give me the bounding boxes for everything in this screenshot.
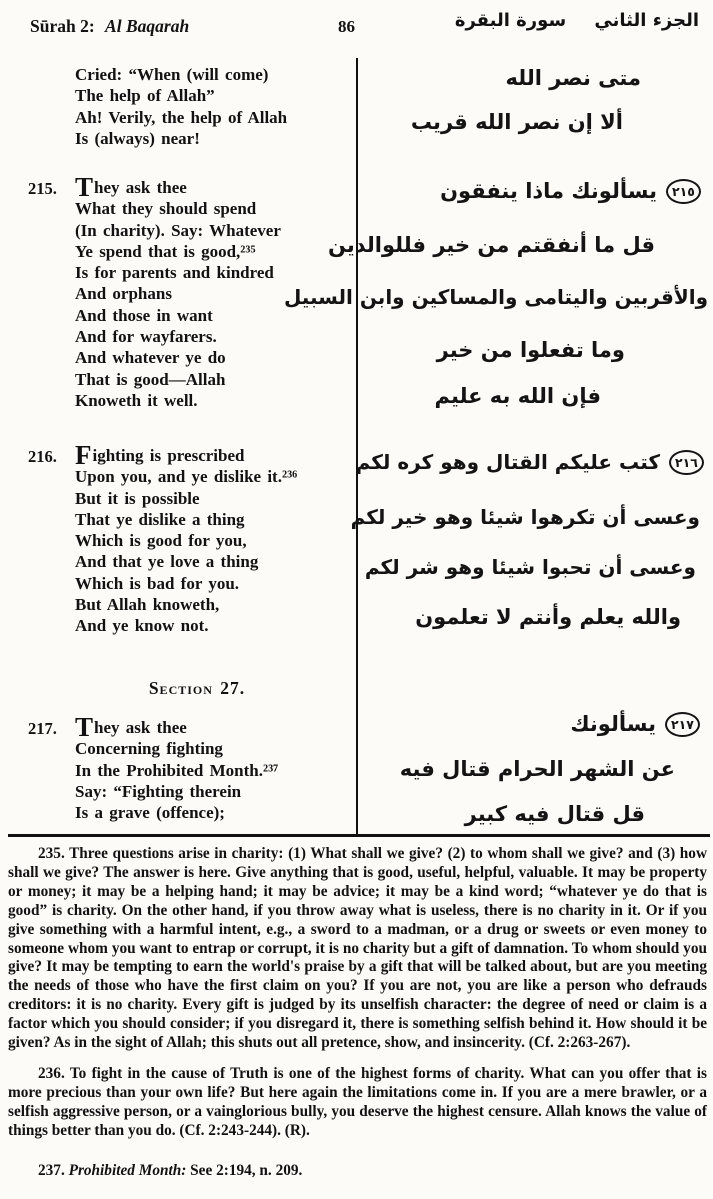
verse-line: Say: “Fighting therein [75,781,242,801]
footnote-235: 235. Three questions arise in charity: (1) What shall we give? (2) to whom shall we give? and (3) how shall we give? The answer is here. Give anything that is good, useful, helpful, valuable. It may be property or money; it may be a helping hand; it may be advice; it may be a kind word; “whatever ye do that is good” is charity. On the other hand, if you throw away what is useless, there is no charity in it. Or if you give something with a harmful intent, e.g., a sword to a madman, or a drug or sweets or even money to someone whom you want to entrap or corrupt, it is no charity but a gift of damnation. To whom should you give? It may be tempting to earn the world's praise by a gift that will be talked about, but are you meeting the needs of those who have the first claim on you? If you are not, you are like a person who defrauds creditors: it is no charity. Every gift is judged by its unselfish character: the degree of need or claim is a factor which you should consider; if you disregard it, there is something selfish behind it. How should it be given? As in the sight of Allah; this shuts out all pretence, show, and insincerity. (Cf. 2:263-267). [8,845,707,1052]
verse-line: They ask thee [75,712,187,742]
page-number: 86 [338,17,355,36]
verse-line: In the Prohibited Month.²³⁷ [75,760,279,780]
verse-line-text: ighting is prescribed [92,446,245,465]
section-heading: Section 27. [148,678,246,698]
verse-line: Upon you, and ye dislike it.²³⁶ [75,467,298,487]
verse-line: Knoweth it well. [75,390,198,410]
verse-line: Ye spend that is good,²³⁵ [75,241,256,261]
verse-216-marker: ٢١٦ [669,450,704,475]
verse-line: And ye know not. [75,616,209,636]
footnote-title: Prohibited Month: [68,1161,187,1179]
verse-216 [0,440,356,637]
verse-214-continuation [0,64,356,149]
surah-title [30,16,189,37]
arabic-surah-label: سورة البقرة [454,10,567,31]
footnote-text: See 2:194, n. 209. [190,1161,303,1179]
verse-line: Is (always) near! [75,128,200,148]
verse-line: (In charity). Say: Whatever [75,220,281,240]
verse-line-text: hey ask thee [94,178,187,197]
verse-line: Fighting is prescribed [75,440,245,470]
arabic-line [440,179,701,204]
verse-215-marker: ٢١٥ [666,179,701,204]
verse-number: 216. [28,447,57,466]
verse-217 [0,712,356,823]
verse-number: 217. [28,719,57,738]
verse-line: Which is bad for you. [75,573,240,593]
verse-line: But it is possible [75,488,200,508]
footnote-237 [8,1162,707,1181]
arabic-line [356,450,704,475]
arabic-line: وما تفعلوا من خير [436,338,625,362]
footnotes-section [8,845,707,1181]
arabic-line: ألا إن نصر الله قريب [410,110,623,134]
arabic-line-text: يسألونك ماذا ينفقون [440,179,657,203]
verse-line: Is for parents and kindred [75,263,274,283]
verse-217-marker: ٢١٧ [665,712,700,737]
footnote-number: 237. [38,1161,65,1179]
verse-line: Ah! Verily, the help of Allah [75,107,288,127]
arabic-line-text: يسألونك [570,712,656,736]
verse-line: Which is good for you, [75,531,247,551]
verse-line: They ask thee [75,172,187,202]
verse-line: But Allah knoweth, [75,595,220,615]
surah-title-name: Al Baqarah [105,16,190,36]
verse-line: That ye dislike a thing [75,509,245,529]
arabic-line: فإن الله به عليم [434,384,601,408]
surah-title-prefix: Sūrah 2: [30,16,95,36]
verse-line: And orphans [75,284,172,304]
verse-line: That is good—Allah [75,369,226,389]
verse-line: Cried: “When (will come) [75,65,269,84]
verse-line: And whatever ye do [75,348,226,368]
arabic-line [570,712,700,737]
verse-line: And those in want [75,305,213,325]
verse-line: And for wayfarers. [75,327,217,347]
footnote-separator-rule [8,834,710,837]
arabic-juz-label: الجزء الثاني [594,10,699,31]
footnote-236: 236. To fight in the cause of Truth is one of the highest forms of charity. What can you offer that is more precious than your own life? But here again the limitations come in. If you are a mere brawler, or a selfish aggressive person, or a vainglorious bully, you deserve the highest censure. Allah knows the value of things better than you do. (Cf. 2:243-244). (R). [8,1064,707,1139]
verse-line: And that ye love a thing [75,552,259,572]
arabic-line: والأقربين واليتامى والمساكين وابن السبيل [283,285,708,309]
arabic-line: متى نصر الله [505,66,641,90]
verse-line-text: hey ask thee [94,718,187,737]
arabic-line: قل قتال فيه كبير [464,802,645,826]
verse-line: Is a grave (offence); [75,803,225,823]
arabic-line: وعسى أن تكرهوا شيئا وهو خير لكم [350,505,700,529]
verse-line: What they should spend [75,199,257,219]
verse-line: The help of Allah” [75,86,215,106]
verse-line: Concerning fighting [75,739,223,759]
arabic-line-text: كتب عليكم القتال وهو كره لكم [355,450,660,474]
arabic-line: وعسى أن تحبوا شيئا وهو شر لكم [364,555,696,579]
arabic-line: عن الشهر الحرام قتال فيه [399,757,675,781]
verse-number: 215. [28,179,57,198]
arabic-line: قل ما أنفقتم من خير فللوالدين [327,233,655,257]
arabic-line: والله يعلم وأنتم لا تعلمون [415,605,681,629]
